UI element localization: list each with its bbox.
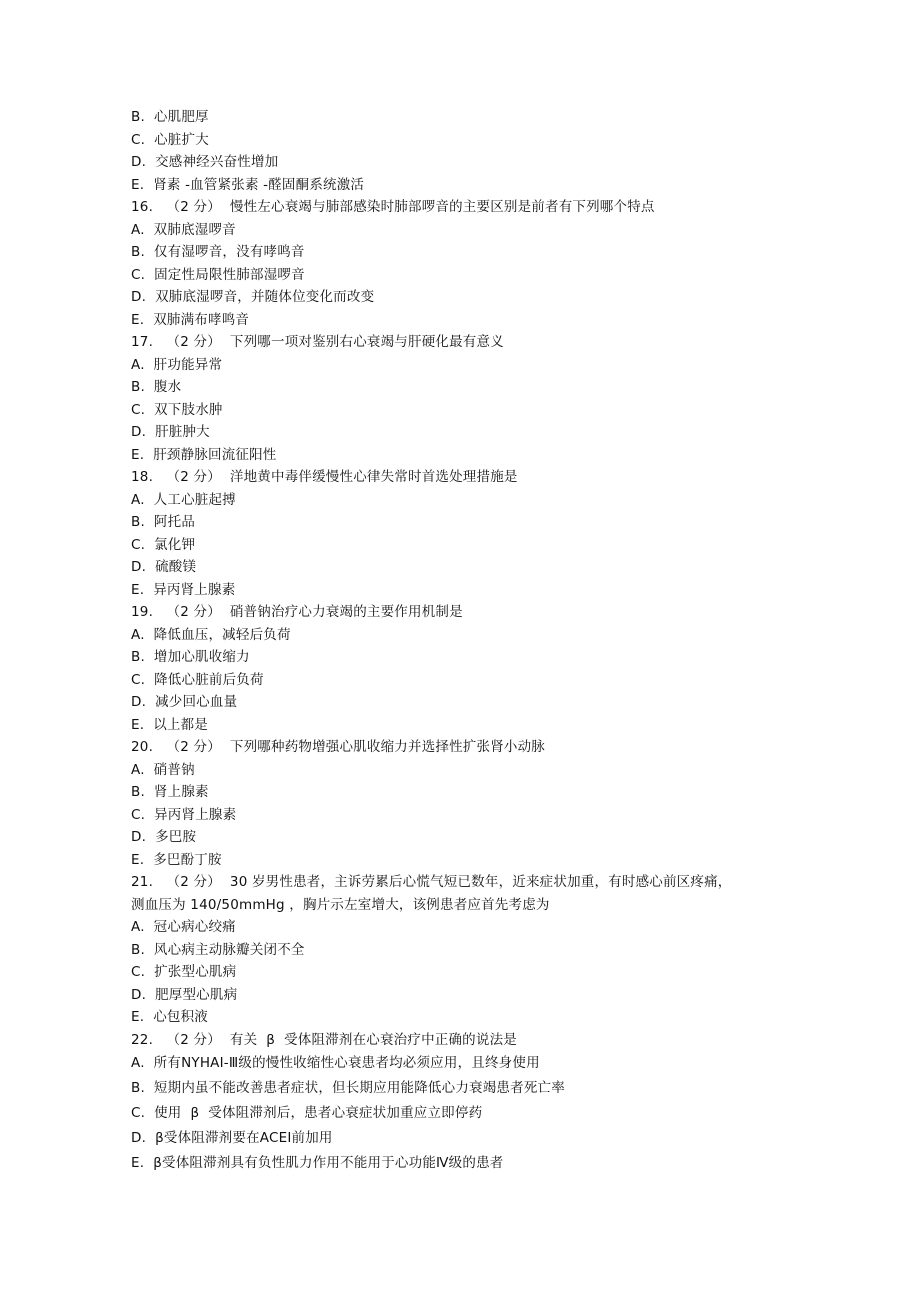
q18-option-e: E. 异丙肾上腺素	[131, 581, 236, 598]
q20-option-d: D. 多巴胺	[131, 829, 197, 845]
exam-content	[131, 106, 791, 1176]
q17-option-e: E. 肝颈静脉回流征阳性	[131, 446, 277, 463]
q19-stem: 19. （2 分） 硝普钠治疗心力衰竭的主要作用机制是	[131, 604, 463, 620]
q16-option-a: A. 双肺底湿啰音	[131, 221, 236, 238]
q21-option-c: C. 扩张型心肌病	[131, 964, 237, 980]
q16-option-d: D. 双肺底湿啰音，并随体位变化而改变	[131, 289, 375, 305]
q16-option-c: C. 固定性局限性肺部湿啰音	[131, 266, 305, 283]
q21-stem: 21. （2 分） 30 岁男性患者，主诉劳累后心慌气短已数年，近来症状加重，有时感心前区疼痛，	[131, 874, 732, 890]
q20-option-b: B. 肾上腺素	[131, 784, 209, 800]
q21-option-a: A. 冠心病心绞痛	[131, 919, 236, 935]
q19-option-c: C. 降低心脏前后负荷	[131, 671, 264, 688]
q21-stem-continued: 测血压为 140/50mmHg ，胸片示左室增大，该例患者应首先考虑为	[131, 896, 550, 913]
q15-option-b: B. 心肌肥厚	[131, 109, 209, 125]
q17-stem: 17. （2 分） 下列哪一项对鉴别右心衰竭与肝硬化最有意义	[131, 334, 504, 350]
q22-option-c: C. 使用 β 受体阻滞剂后，患者心衰症状加重应立即停药	[131, 1105, 483, 1121]
q19-option-a: A. 降低血压，减轻后负荷	[131, 626, 291, 643]
q15-option-c: C. 心脏扩大	[131, 131, 209, 148]
q15-option-e: E. 肾素 -血管紧张素 -醛固酮系统激活	[131, 176, 365, 193]
q17-option-b: B. 腹水	[131, 379, 182, 395]
q16-stem: 16. （2 分） 慢性左心衰竭与肺部感染时肺部啰音的主要区别是前者有下列哪个特点	[131, 199, 655, 215]
q21-option-b: B. 风心病主动脉瓣关闭不全	[131, 941, 305, 958]
q17-option-a: A. 肝功能异常	[131, 356, 223, 373]
q22-option-d: D. β受体阻滞剂要在ACEI前加用	[131, 1130, 333, 1146]
q21-option-d: D. 肥厚型心肌病	[131, 986, 238, 1003]
q19-option-d: D. 减少回心血量	[131, 694, 238, 710]
q20-option-a: A. 硝普钠	[131, 761, 195, 778]
q16-option-b: B. 仅有湿啰音，没有哮鸣音	[131, 244, 305, 260]
q18-option-d: D. 硫酸镁	[131, 559, 197, 575]
q20-stem: 20. （2 分） 下列哪种药物增强心肌收缩力并选择性扩张肾小动脉	[131, 739, 546, 755]
q17-option-c: C. 双下肢水肿	[131, 401, 223, 418]
q15-option-d: D. 交感神经兴奋性增加	[131, 154, 279, 170]
q19-option-e: E. 以上都是	[131, 716, 209, 733]
q22-stem: 22. （2 分） 有关 β 受体阻滞剂在心衰治疗中正确的说法是	[131, 1031, 517, 1048]
q16-option-e: E. 双肺满布哮鸣音	[131, 311, 250, 328]
q17-option-d: D. 肝脏肿大	[131, 424, 210, 440]
q22-option-a: A. 所有NYHAⅠ-Ⅲ级的慢性收缩性心衰患者均必须应用，且终身使用	[131, 1055, 540, 1071]
q18-option-b: B. 阿托品	[131, 514, 196, 530]
q19-option-b: B. 增加心肌收缩力	[131, 649, 250, 665]
q22-option-e: E. β受体阻滞剂具有负性肌力作用不能用于心功能Ⅳ级的患者	[131, 1155, 504, 1171]
q21-option-e: E. 心包积液	[131, 1009, 209, 1025]
q18-stem: 18. （2 分） 洋地黄中毒伴缓慢性心律失常时首选处理措施是	[131, 469, 518, 485]
q20-option-c: C. 异丙肾上腺素	[131, 806, 237, 823]
q18-option-a: A. 人工心脏起搏	[131, 491, 236, 508]
q20-option-e: E. 多巴酚丁胺	[131, 851, 222, 868]
q22-option-b: B. 短期内虽不能改善患者症状，但长期应用能降低心力衰竭患者死亡率	[131, 1080, 565, 1096]
q18-option-c: C. 氯化钾	[131, 536, 196, 553]
